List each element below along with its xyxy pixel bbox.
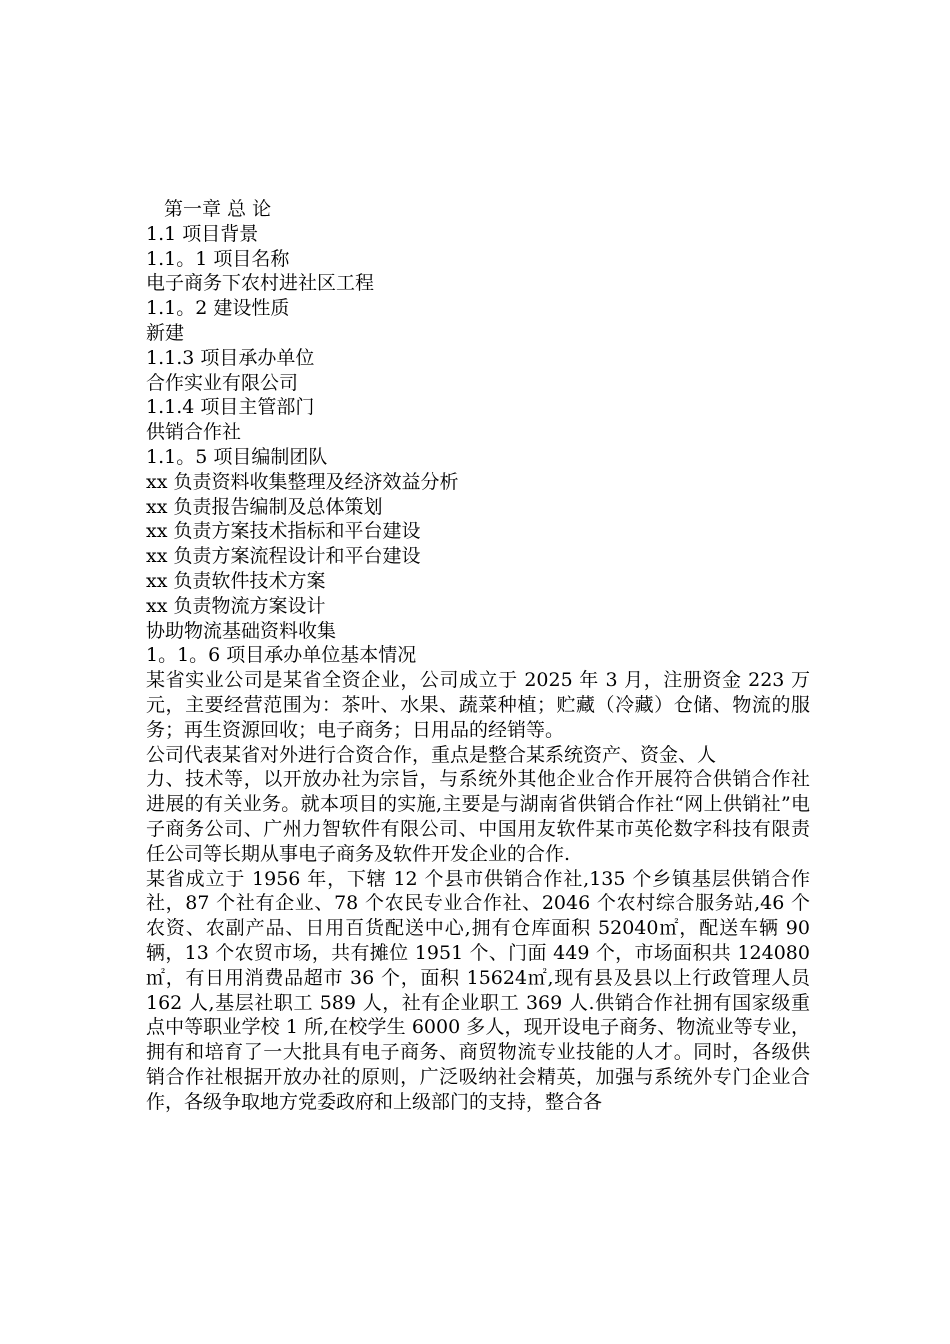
- paragraph-province-overview: 某省成立于 1956 年，下辖 12 个县市供销合作社,135 个乡镇基层供销合作社，87 个社有企业、78 个农民专业合作社、2046 个农村综合服务站,46 个农资、农副产品、日用百货配送中心,拥有仓库面积 52040㎡，配送车辆 90 辆，13 个农贸市场，共有摊位 1951 个、门面 449 个，市场面积共 124080㎡，有日用消费品超市 36 个，面积 15624㎡,现有县及县以上行政管理人员 162 人,基层社职工 589 人，社有企业职工 369 人.供销合作社拥有国家级重点中等职业学校 1 所,在校学生 6000 多人，现开设电子商务、物流业等专业，拥有和培育了一大批具有电子商务、商贸物流专业技能的人才。同时，各级供销合作社根据开放办社的原则，广泛吸纳社会精英，加强与系统外专门企业合作，各级争取地方党委政府和上级部门的支持，整合各: [146, 867, 810, 1113]
- chapter-title: 第一章 总 论: [164, 198, 272, 220]
- value-competent-department: 供销合作社: [146, 421, 242, 444]
- team-member-line: xx 负责资料收集整理及经济效益分析: [146, 470, 459, 493]
- value-undertaking-unit: 合作实业有限公司: [146, 371, 299, 394]
- heading-competent-department: 1.1.4 项目主管部门: [146, 396, 315, 419]
- team-member-line: xx 负责物流方案设计: [146, 594, 326, 617]
- heading-unit-overview: 1。1。6 项目承办单位基本情况: [146, 644, 417, 667]
- value-project-name: 电子商务下农村进社区工程: [146, 272, 375, 295]
- paragraph-cooperation-start: 公司代表某省对外进行合资合作，重点是整合某系统资产、资金、人: [146, 743, 717, 766]
- team-member-line: 协助物流基础资料收集: [146, 619, 337, 642]
- heading-undertaking-unit: 1.1.3 项目承办单位: [146, 346, 315, 369]
- value-construction-nature: 新建: [146, 321, 185, 344]
- team-member-line: xx 负责报告编制及总体策划: [146, 495, 383, 518]
- section-heading-background: 1.1 项目背景: [146, 222, 259, 245]
- team-member-line: xx 负责软件技术方案: [146, 569, 326, 592]
- heading-project-name: 1.1。1 项目名称: [146, 247, 290, 270]
- heading-construction-nature: 1.1。2 建设性质: [146, 297, 290, 320]
- document-body: [146, 197, 810, 1114]
- team-member-line: xx 负责方案流程设计和平台建设: [146, 545, 421, 568]
- heading-team: 1.1。5 项目编制团队: [146, 445, 328, 468]
- paragraph-company-intro: 某省实业公司是某省全资企业，公司成立于 2025 年 3 月，注册资金 223 万元，主要经营范围为：茶叶、水果、蔬菜种植；贮藏（冷藏）仓储、物流的服务；再生资源回收；电子商务；日用品的经销等。: [146, 669, 810, 741]
- team-member-line: xx 负责方案技术指标和平台建设: [146, 520, 421, 543]
- paragraph-cooperation: 力、技术等，以开放办社为宗旨，与系统外其他企业合作开展符合供销合作社进展的有关业务。就本项目的实施,主要是与湖南省供销合作社“网上供销社”电子商务公司、广州力智软件有限公司、中国用友软件某市英伦数字科技有限责任公司等长期从事电子商务及软件开发企业的合作.: [146, 768, 810, 865]
